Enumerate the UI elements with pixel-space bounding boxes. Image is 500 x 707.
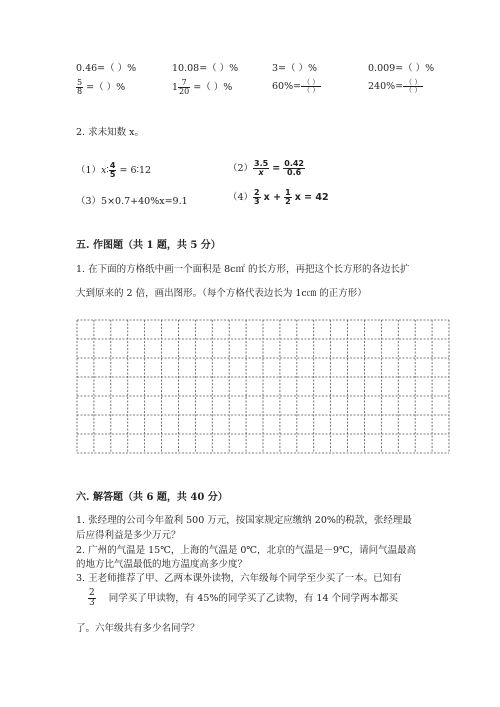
percent-60-item [272,79,321,94]
equation-2 [228,160,305,177]
q3-line-1: 3. 王老师推荐了甲、乙两本课外读物，六年级每个同学至少买了一本。已知有 [76,573,402,584]
frac-den: 2 [285,197,291,206]
frac-num: 5 [77,78,83,87]
pct-bot: （ ） [303,86,320,94]
fraction-0-42-0-6 [283,160,305,177]
frac-num: 0.42 [284,159,304,168]
fraction-2-3 [253,189,261,206]
eq1-rest: = 6∶12 [119,165,152,176]
frac-num: 4 [109,161,116,170]
blank-10-08: 10.08=（ ）% [172,63,239,74]
blank-0-46: 0.46=（ ）% [76,63,137,74]
frac-den: 0.6 [287,168,302,177]
square-grid [76,319,450,454]
frac-num: 3.5 [254,159,269,168]
section-6-title: 六. 解答题（共 6 题，共 40 分） [76,492,228,503]
frac-den: 5 [109,170,116,179]
frac-num: 1 [285,188,291,197]
pct-top: （ ） [303,78,320,86]
frac-den: x [258,168,264,177]
eq2-label: （2） [228,163,254,174]
fraction-5-8 [76,79,83,96]
percent-240-fraction [403,79,423,94]
section-2-title: 2. 求未知数 x。 [76,127,144,138]
mixed-1-7-20-item [172,79,232,96]
frac-num: 2 [254,188,260,197]
mixed-blank: =（ ）% [193,82,233,93]
eq4-label: （4） [228,192,254,203]
fraction-7-20 [178,79,190,96]
frac-den: 3 [89,598,95,608]
eq4-rest: x = 42 [294,192,329,203]
pct-bot: （ ） [405,86,422,94]
q1-line-2: 后应得利益是多少万元？ [76,530,181,541]
frac-num: 7 [178,79,190,88]
percent-60-fraction [301,79,321,94]
eq1-colon: ∶ [106,165,109,176]
equation-4 [228,189,329,206]
percent-60-label: 60%= [272,81,302,92]
fraction-2-3-q3 [88,589,96,608]
section-5-line-2: 大到原来的 2 倍，画出图形。（每个方格代表边长为 1c㎝ 的正方形） [76,288,367,299]
q2-line-2: 的地方比气温最低的地方温度高多少度？ [76,559,248,570]
q3-line-2-text: 同学买了甲读物，有 45%的同学买了乙读物，有 14 个同学两本都买 [108,593,399,604]
frac-den: 3 [254,197,260,206]
percent-240-item [368,79,423,94]
section-5-title: 五. 作图题（共 1 题，共 5 分） [76,240,221,251]
fraction-3-5-x [253,160,269,177]
eq1-label: （1） [76,165,102,176]
eq4-mid: x + [263,192,282,203]
blank-0-009: 0.009=（ ）% [368,63,435,74]
fraction-5-8-blank: =（ ）% [86,82,126,93]
q3-line-2 [88,589,398,608]
frac-num: 2 [89,588,95,598]
grid-svg [76,319,450,454]
eq1-x: x [101,165,107,176]
fraction-4-5 [109,162,117,179]
q3-line-3: 了。六年级共有多少名同学？ [76,623,200,634]
q1-line-1: 1. 张经理的公司今年盈利 500 万元，按国家规定应缴纳 20%的税款，张经理最 [76,515,412,526]
equation-3: （3）5×0.7+40%x=9.1 [76,196,188,207]
fraction-5-8-item [76,79,125,96]
q2-line-1: 2. 广州的气温是 15℃，上海的气温是 0℃，北京的气温是－9℃，请问气温最高 [76,545,417,556]
section-5-line-1: 1. 在下面的方格纸中画一个面积是 8c㎡ 的长方形，再把这个长方形的各边长扩 [76,264,410,275]
percent-240-label: 240%= [368,81,404,92]
blank-3: 3=（ ）% [272,63,318,74]
pct-top: （ ） [405,78,422,86]
mixed-whole: 1 [172,82,179,93]
frac-den: 8 [77,87,83,96]
frac-den: 20 [179,87,190,96]
fraction-1-2 [284,189,292,206]
eq2-equals: = [272,163,281,174]
equation-1 [76,162,151,179]
